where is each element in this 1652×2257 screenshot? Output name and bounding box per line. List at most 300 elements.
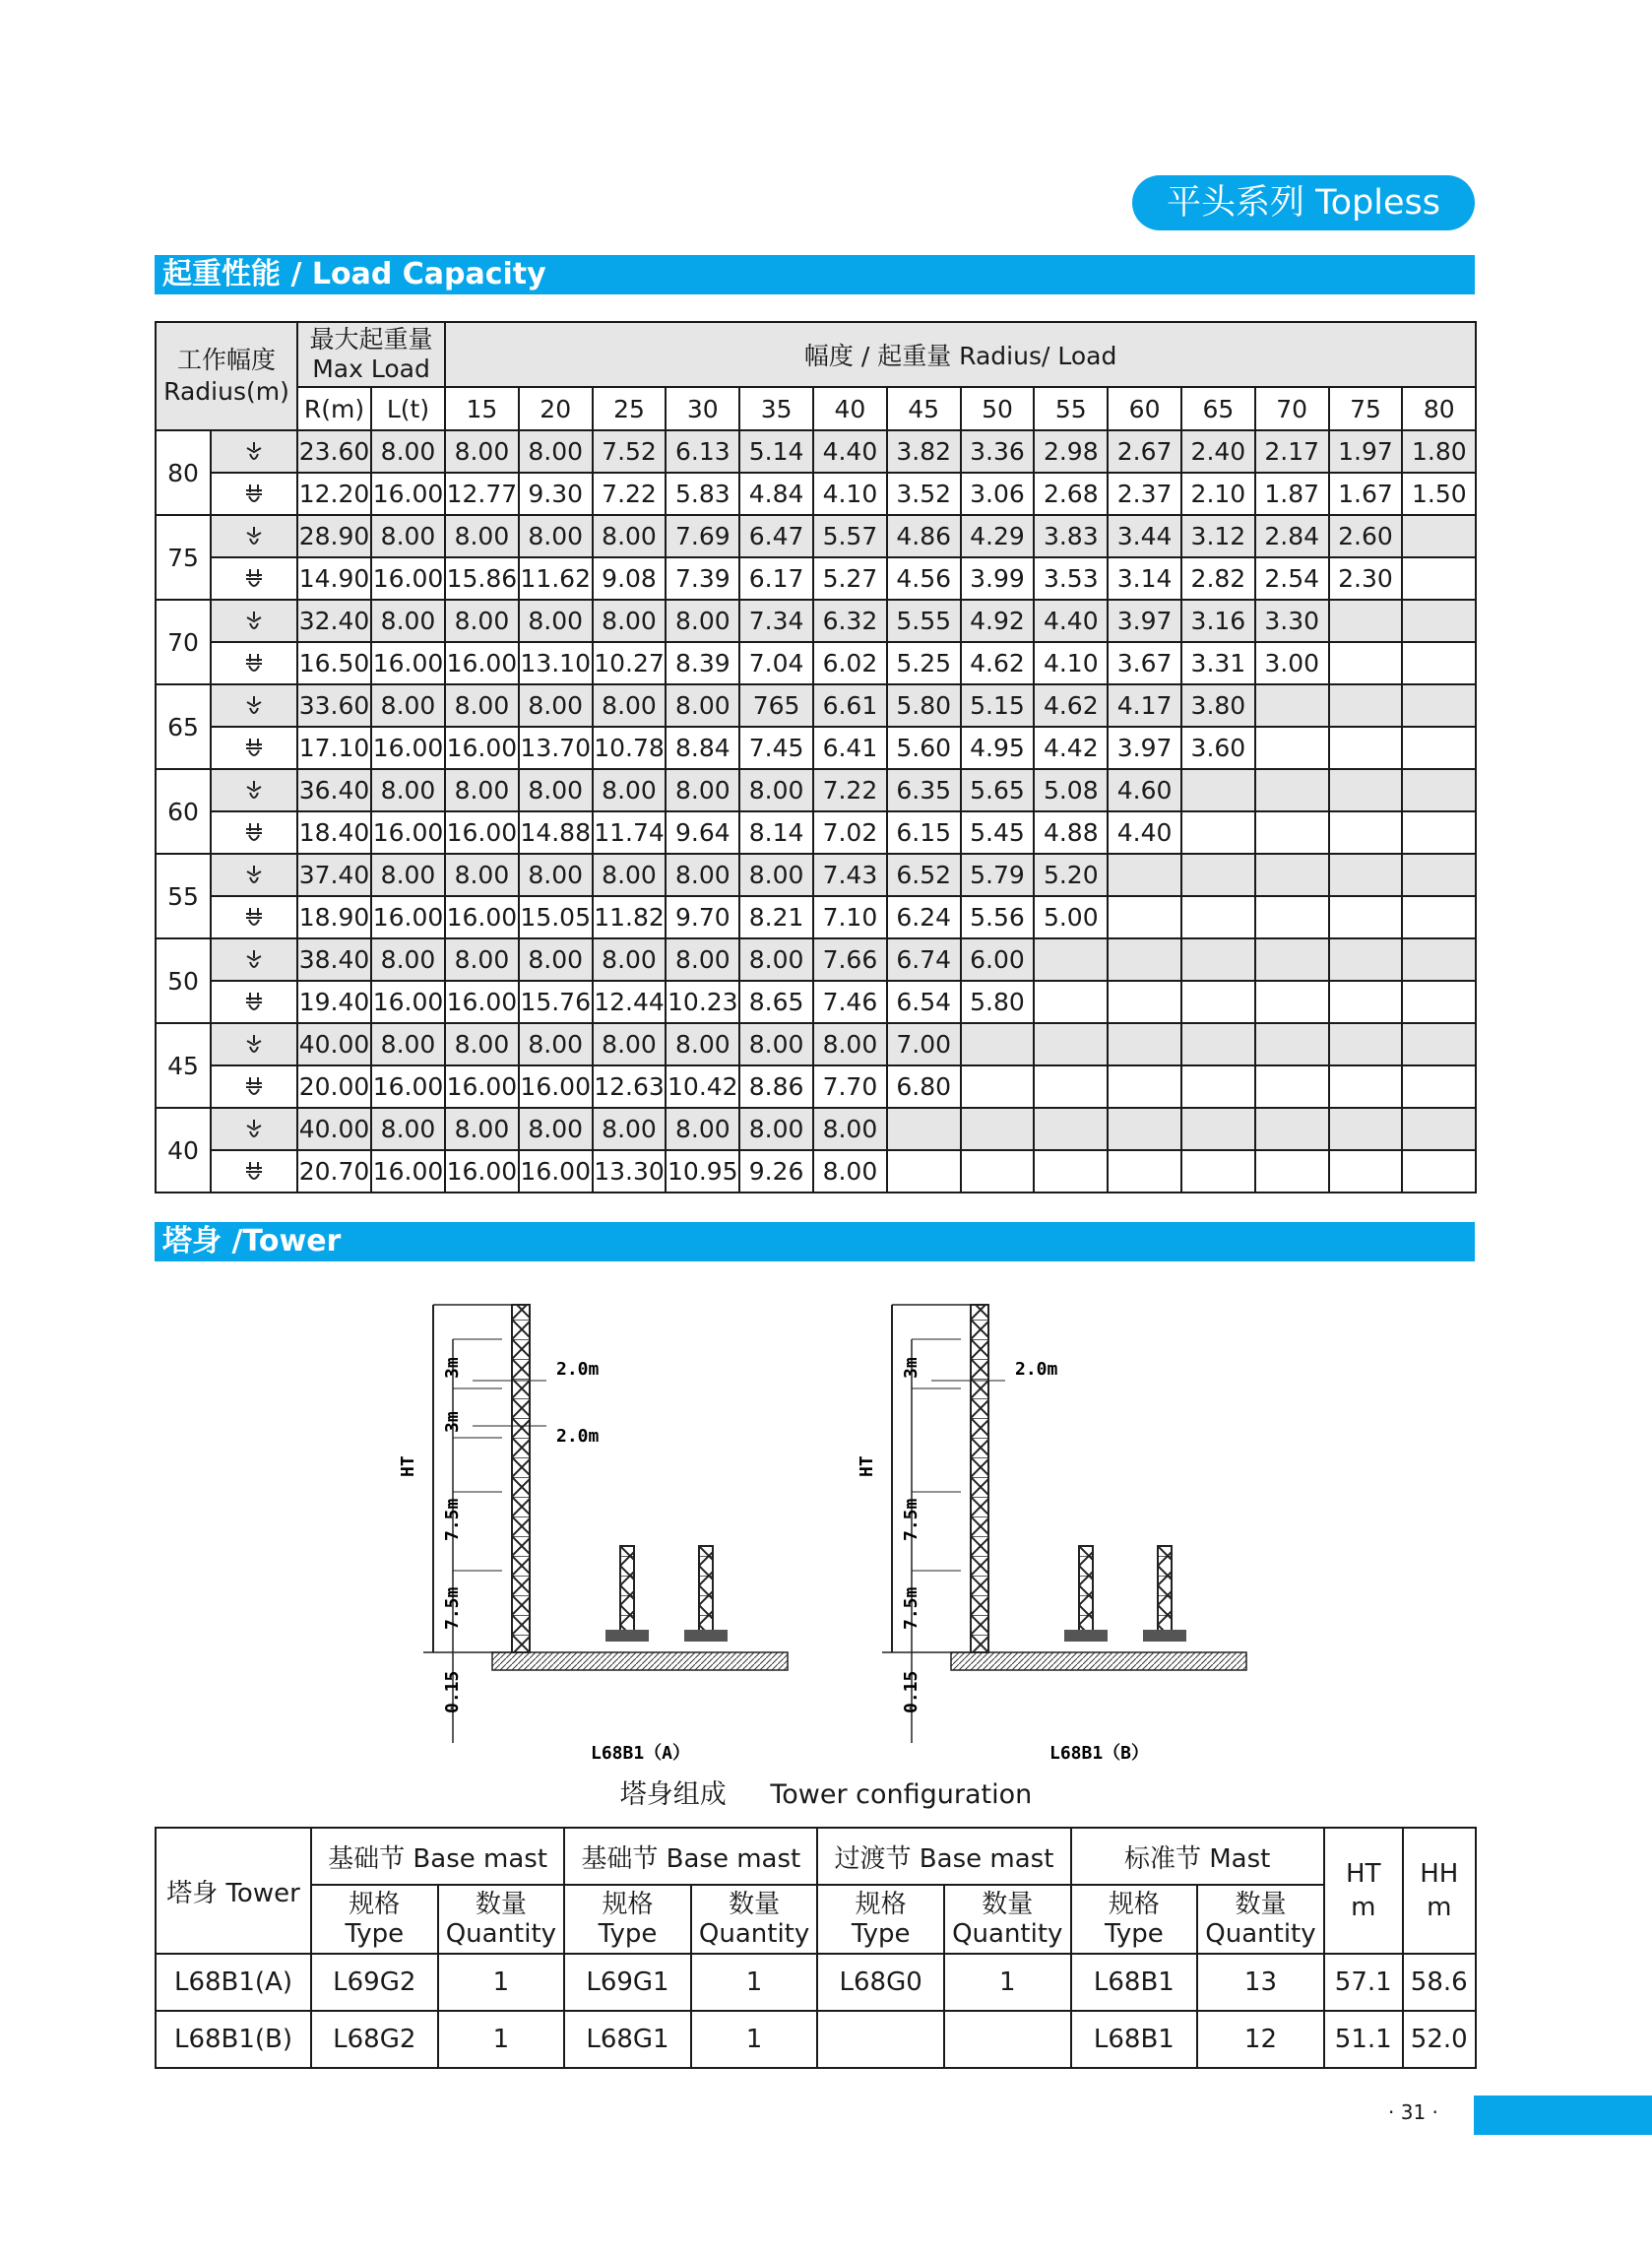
- load-value-cell: 8.00: [739, 938, 813, 981]
- two-fall-hook-icon: [241, 694, 267, 720]
- load-value-cell: 8.00: [519, 600, 593, 642]
- load-value-cell: 6.15: [887, 811, 961, 854]
- load-value-cell: [1181, 769, 1255, 811]
- type-header-cn: 规格: [602, 1890, 654, 1919]
- load-value-cell: 8.00: [445, 938, 519, 981]
- load-value-cell: 4.17: [1108, 684, 1181, 727]
- load-value-cell: 14.88: [519, 811, 593, 854]
- load-value-cell: 15.05: [519, 896, 593, 938]
- quantity-header: [691, 1885, 818, 1954]
- four-fall-hook-icon-cell: [211, 1065, 297, 1108]
- load-value-cell: 8.65: [739, 981, 813, 1023]
- radius-col-header: 80: [1402, 387, 1476, 430]
- load-value-cell: 16.00: [445, 981, 519, 1023]
- load-value-cell: 2.84: [1255, 515, 1329, 557]
- two-fall-hook-icon-cell: [211, 684, 297, 727]
- load-value-cell: 5.27: [813, 557, 887, 600]
- load-value-cell: 6.17: [739, 557, 813, 600]
- load-value-cell: 6.47: [739, 515, 813, 557]
- load-value-cell: 5.80: [887, 684, 961, 727]
- base-mast-header-1: 基础节 Base mast: [311, 1828, 564, 1885]
- load-value-cell: 3.36: [961, 430, 1035, 473]
- load-value-cell: [1329, 938, 1403, 981]
- load-value-cell: 7.43: [813, 854, 887, 896]
- quantity-header-cn: 数量: [729, 1890, 781, 1919]
- load-value-cell: [1108, 981, 1181, 1023]
- load-value-cell: [1255, 811, 1329, 854]
- two-fall-hook-icon: [241, 610, 267, 635]
- load-value-cell: [1402, 1023, 1476, 1065]
- load-value-cell: [1108, 1065, 1181, 1108]
- max-load-header-en: Max Load: [312, 355, 430, 383]
- load-value-cell: 8.00: [519, 515, 593, 557]
- load-value-cell: 6.02: [813, 642, 887, 684]
- radius-header-en: Radius(m): [163, 377, 289, 406]
- load-value-cell: 4.88: [1034, 811, 1108, 854]
- diagram-b-width1: 2.0m: [1015, 1359, 1058, 1380]
- load-value-cell: 2.54: [1255, 557, 1329, 600]
- load-value-cell: 8.00: [593, 769, 667, 811]
- load-value-cell: [1402, 811, 1476, 854]
- load-value-cell: 8.00: [519, 684, 593, 727]
- radius-col-header: 65: [1181, 387, 1255, 430]
- load-value-cell: [1402, 600, 1476, 642]
- max-radius-cell: 38.40: [297, 938, 371, 981]
- load-value-cell: 6.35: [887, 769, 961, 811]
- load-value-cell: [1255, 684, 1329, 727]
- type-header: [311, 1885, 438, 1954]
- load-value-cell: 4.60: [1108, 769, 1181, 811]
- radius-col-header: 70: [1255, 387, 1329, 430]
- load-value-cell: 5.65: [961, 769, 1035, 811]
- diagram-a-dim2: 3m: [442, 1411, 463, 1433]
- diagram-a-label: L68B1（A）: [591, 1743, 691, 1764]
- load-value-cell: [1108, 1150, 1181, 1193]
- base-mast-header-2: 基础节 Base mast: [564, 1828, 817, 1885]
- load-value-cell: 8.00: [519, 854, 593, 896]
- two-fall-hook-icon: [241, 864, 267, 889]
- load-value-cell: [1255, 1023, 1329, 1065]
- type-header-en: Type: [345, 1919, 405, 1949]
- four-fall-hook-icon: [241, 737, 267, 762]
- max-load-cell: 16.00: [371, 473, 445, 515]
- load-value-cell: [1402, 981, 1476, 1023]
- load-value-cell: 5.56: [961, 896, 1035, 938]
- load-value-cell: 4.95: [961, 727, 1035, 769]
- load-value-cell: 10.95: [666, 1150, 739, 1193]
- tower-cell-b2t: L69G1: [564, 1954, 691, 2011]
- jib-length-cell: 80: [156, 430, 211, 515]
- jib-length-cell: 50: [156, 938, 211, 1023]
- radius-col-header: 60: [1108, 387, 1181, 430]
- load-value-cell: 6.41: [813, 727, 887, 769]
- load-value-cell: [1181, 1150, 1255, 1193]
- load-value-cell: 3.99: [961, 557, 1035, 600]
- quantity-header-cn: 数量: [982, 1890, 1034, 1919]
- four-fall-hook-icon-cell: [211, 896, 297, 938]
- quantity-header-en: Quantity: [445, 1919, 557, 1949]
- load-value-cell: [961, 1023, 1035, 1065]
- load-value-cell: 7.45: [739, 727, 813, 769]
- diagram-a: [398, 1305, 788, 1764]
- max-radius-cell: 33.60: [297, 684, 371, 727]
- load-value-cell: 4.62: [1034, 684, 1108, 727]
- jib-length-cell: 45: [156, 1023, 211, 1108]
- tower-cell-b2q: 1: [691, 2011, 818, 2068]
- load-value-cell: 8.00: [519, 1108, 593, 1150]
- load-value-cell: 8.00: [813, 1150, 887, 1193]
- load-value-cell: 4.92: [961, 600, 1035, 642]
- load-value-cell: [1329, 1108, 1403, 1150]
- load-value-cell: 5.14: [739, 430, 813, 473]
- load-value-cell: 3.12: [1181, 515, 1255, 557]
- load-value-cell: 12.63: [593, 1065, 667, 1108]
- max-radius-cell: 16.50: [297, 642, 371, 684]
- tower-cell-tower: L68B1(B): [156, 2011, 311, 2068]
- type-header-cn: 规格: [855, 1890, 907, 1919]
- load-value-cell: 8.00: [739, 1023, 813, 1065]
- tower-section-title: 塔身 /Tower: [155, 1222, 1475, 1261]
- load-value-cell: 6.00: [961, 938, 1035, 981]
- ht-header-unit: m: [1351, 1893, 1376, 1922]
- load-value-cell: [1402, 1065, 1476, 1108]
- load-value-cell: [961, 1065, 1035, 1108]
- load-value-cell: [1402, 769, 1476, 811]
- type-header-cn: 规格: [1108, 1890, 1160, 1919]
- four-fall-hook-icon: [241, 567, 267, 593]
- tower-cell-tt: L68G0: [817, 1954, 944, 2011]
- load-value-cell: 4.29: [961, 515, 1035, 557]
- diagram-b-dim3: 7.5m: [901, 1498, 921, 1541]
- hh-header: [1403, 1828, 1476, 1954]
- load-value-cell: 3.14: [1108, 557, 1181, 600]
- tower-cell-st: L68B1: [1071, 1954, 1198, 2011]
- type-header: [1071, 1885, 1198, 1954]
- radius-col-header: 25: [593, 387, 667, 430]
- load-value-cell: 3.53: [1034, 557, 1108, 600]
- load-value-cell: [1402, 1150, 1476, 1193]
- ht-header: [1324, 1828, 1403, 1954]
- load-value-cell: 9.26: [739, 1150, 813, 1193]
- load-value-cell: 3.67: [1108, 642, 1181, 684]
- load-value-cell: [961, 1108, 1035, 1150]
- load-value-cell: 8.00: [666, 600, 739, 642]
- load-value-cell: 4.10: [813, 473, 887, 515]
- load-value-cell: 8.00: [519, 430, 593, 473]
- load-value-cell: 3.82: [887, 430, 961, 473]
- load-value-cell: 5.00: [1034, 896, 1108, 938]
- load-value-cell: 1.80: [1402, 430, 1476, 473]
- load-value-cell: 13.30: [593, 1150, 667, 1193]
- load-value-cell: 6.32: [813, 600, 887, 642]
- load-capacity-table: [155, 321, 1477, 1193]
- load-value-cell: 7.52: [593, 430, 667, 473]
- radius-load-header: 幅度 / 起重量 Radius/ Load: [445, 322, 1476, 387]
- load-value-cell: [1329, 769, 1403, 811]
- max-radius-cell: 40.00: [297, 1108, 371, 1150]
- max-radius-cell: 14.90: [297, 557, 371, 600]
- radius-header-cn: 工作幅度: [176, 346, 276, 374]
- load-value-cell: 6.52: [887, 854, 961, 896]
- load-value-cell: 8.00: [813, 1023, 887, 1065]
- radius-col-header: 55: [1034, 387, 1108, 430]
- load-value-cell: 8.00: [519, 938, 593, 981]
- load-value-cell: 6.24: [887, 896, 961, 938]
- load-row: [156, 811, 1476, 854]
- type-header-en: Type: [1105, 1919, 1164, 1949]
- load-value-cell: [1402, 1108, 1476, 1150]
- two-fall-hook-icon: [241, 1033, 267, 1059]
- two-fall-hook-icon-cell: [211, 1108, 297, 1150]
- load-value-cell: 8.00: [445, 1023, 519, 1065]
- max-load-cell: 8.00: [371, 769, 445, 811]
- type-header: [564, 1885, 691, 1954]
- load-value-cell: 13.70: [519, 727, 593, 769]
- max-radius-cell: 32.40: [297, 600, 371, 642]
- load-row: [156, 1065, 1476, 1108]
- load-value-cell: [1402, 896, 1476, 938]
- max-radius-cell: 36.40: [297, 769, 371, 811]
- load-row: [156, 430, 1476, 473]
- load-value-cell: 11.74: [593, 811, 667, 854]
- two-fall-hook-icon-cell: [211, 515, 297, 557]
- tower-configuration-table: [155, 1827, 1477, 2069]
- tower-cell-b1q: 1: [438, 1954, 565, 2011]
- load-value-cell: 7.46: [813, 981, 887, 1023]
- load-value-cell: 7.10: [813, 896, 887, 938]
- load-value-cell: 2.37: [1108, 473, 1181, 515]
- load-value-cell: 8.00: [739, 1108, 813, 1150]
- load-value-cell: 8.00: [739, 769, 813, 811]
- load-row: [156, 727, 1476, 769]
- type-header-en: Type: [851, 1919, 911, 1949]
- load-value-cell: 8.00: [445, 600, 519, 642]
- four-fall-hook-icon: [241, 821, 267, 847]
- tower-cell-ht: 51.1: [1324, 2011, 1403, 2068]
- tower-cell-b2q: 1: [691, 1954, 818, 2011]
- max-load-header-cn: 最大起重量: [309, 325, 433, 354]
- load-value-cell: 16.00: [445, 896, 519, 938]
- load-value-cell: 16.00: [445, 1065, 519, 1108]
- quantity-header-en: Quantity: [698, 1919, 810, 1949]
- tower-configuration-diagram: [394, 1280, 1280, 1792]
- load-value-cell: 9.70: [666, 896, 739, 938]
- load-value-cell: [1255, 1150, 1329, 1193]
- diagram-caption-en: Tower configuration: [770, 1779, 1033, 1810]
- load-value-cell: 8.00: [519, 1023, 593, 1065]
- four-fall-hook-icon: [241, 991, 267, 1016]
- load-value-cell: 6.74: [887, 938, 961, 981]
- load-value-cell: [1181, 896, 1255, 938]
- max-load-cell: 16.00: [371, 727, 445, 769]
- load-value-cell: [1329, 811, 1403, 854]
- jib-length-cell: 65: [156, 684, 211, 769]
- jib-length-cell: 75: [156, 515, 211, 600]
- load-value-cell: 2.60: [1329, 515, 1403, 557]
- four-fall-hook-icon-cell: [211, 811, 297, 854]
- load-value-cell: [1402, 727, 1476, 769]
- load-row: [156, 938, 1476, 981]
- load-value-cell: [1181, 1065, 1255, 1108]
- load-value-cell: 8.00: [445, 769, 519, 811]
- load-value-cell: 2.82: [1181, 557, 1255, 600]
- load-value-cell: 3.00: [1255, 642, 1329, 684]
- diagram-a-dim1: 3m: [442, 1357, 463, 1379]
- load-value-cell: 8.14: [739, 811, 813, 854]
- load-value-cell: 9.08: [593, 557, 667, 600]
- load-value-cell: [1329, 981, 1403, 1023]
- load-value-cell: 7.02: [813, 811, 887, 854]
- four-fall-hook-icon: [241, 906, 267, 932]
- load-value-cell: 1.87: [1255, 473, 1329, 515]
- transition-mast-header: 过渡节 Base mast: [817, 1828, 1070, 1885]
- load-value-cell: [1402, 854, 1476, 896]
- load-value-cell: [1329, 896, 1403, 938]
- radius-col-header: 15: [445, 387, 519, 430]
- series-badge: 平头系列 Topless: [1132, 175, 1475, 230]
- max-load-cell: 8.00: [371, 1023, 445, 1065]
- max-radius-cell: 40.00: [297, 1023, 371, 1065]
- load-value-cell: 4.86: [887, 515, 961, 557]
- load-value-cell: 8.00: [666, 684, 739, 727]
- load-value-cell: [1108, 1023, 1181, 1065]
- max-load-cell: 16.00: [371, 1150, 445, 1193]
- load-value-cell: [1255, 727, 1329, 769]
- four-fall-hook-icon-cell: [211, 473, 297, 515]
- load-value-cell: 11.62: [519, 557, 593, 600]
- jib-length-cell: 70: [156, 600, 211, 684]
- max-load-cell: 8.00: [371, 1108, 445, 1150]
- diagram-a-width2: 2.0m: [556, 1426, 600, 1447]
- load-value-cell: 16.00: [445, 1150, 519, 1193]
- quantity-header-cn: 数量: [475, 1890, 527, 1919]
- load-value-cell: [1255, 896, 1329, 938]
- load-value-cell: 8.00: [593, 515, 667, 557]
- load-row: [156, 854, 1476, 896]
- load-value-cell: 2.98: [1034, 430, 1108, 473]
- tower-row: [156, 2011, 1476, 2068]
- four-fall-hook-icon-cell: [211, 727, 297, 769]
- quantity-header-cn: 数量: [1235, 1890, 1287, 1919]
- tower-cell-tower: L68B1(A): [156, 1954, 311, 2011]
- four-fall-hook-icon: [241, 1075, 267, 1101]
- load-value-cell: [1034, 1023, 1108, 1065]
- load-value-cell: 8.00: [593, 1108, 667, 1150]
- two-fall-hook-icon-cell: [211, 938, 297, 981]
- tower-header: 塔身 Tower: [156, 1828, 311, 1954]
- load-row: [156, 981, 1476, 1023]
- tower-cell-b2t: L68G1: [564, 2011, 691, 2068]
- max-load-cell: 16.00: [371, 896, 445, 938]
- diagram-b-dim4: 7.5m: [901, 1586, 921, 1630]
- radius-col-header: 50: [961, 387, 1035, 430]
- load-value-cell: [1402, 557, 1476, 600]
- two-fall-hook-icon-cell: [211, 1023, 297, 1065]
- max-load-header: [297, 322, 445, 387]
- load-value-cell: 4.40: [1108, 811, 1181, 854]
- type-header-cn: 规格: [349, 1890, 401, 1919]
- load-capacity-section-title: 起重性能 / Load Capacity: [155, 255, 1475, 294]
- diagram-caption: [0, 1773, 1652, 1811]
- four-fall-hook-icon: [241, 483, 267, 508]
- load-value-cell: [887, 1150, 961, 1193]
- load-value-cell: 4.56: [887, 557, 961, 600]
- load-value-cell: 4.40: [1034, 600, 1108, 642]
- load-value-cell: 2.40: [1181, 430, 1255, 473]
- tower-cell-sq: 12: [1197, 2011, 1324, 2068]
- load-value-cell: [1108, 854, 1181, 896]
- load-value-cell: 2.17: [1255, 430, 1329, 473]
- load-value-cell: 5.25: [887, 642, 961, 684]
- load-value-cell: 5.57: [813, 515, 887, 557]
- load-value-cell: [1108, 896, 1181, 938]
- load-value-cell: [1402, 938, 1476, 981]
- radius-col-header: 30: [666, 387, 739, 430]
- hh-header-unit: m: [1427, 1893, 1452, 1922]
- radius-col-header: 75: [1329, 387, 1403, 430]
- diagram-b-label: L68B1（B）: [1049, 1743, 1150, 1764]
- load-row: [156, 684, 1476, 727]
- load-value-cell: 12.77: [445, 473, 519, 515]
- max-load-cell: 16.00: [371, 811, 445, 854]
- max-load-cell: 16.00: [371, 981, 445, 1023]
- load-value-cell: 5.45: [961, 811, 1035, 854]
- load-value-cell: [1329, 854, 1403, 896]
- load-value-cell: [961, 1150, 1035, 1193]
- max-load-cell: 16.00: [371, 642, 445, 684]
- load-value-cell: [1181, 854, 1255, 896]
- load-value-cell: 7.04: [739, 642, 813, 684]
- load-value-cell: 2.10: [1181, 473, 1255, 515]
- load-value-cell: 6.54: [887, 981, 961, 1023]
- quantity-header-en: Quantity: [952, 1919, 1063, 1949]
- load-value-cell: 15.86: [445, 557, 519, 600]
- tower-cell-st: L68B1: [1071, 2011, 1198, 2068]
- load-value-cell: 2.68: [1034, 473, 1108, 515]
- load-value-cell: 3.44: [1108, 515, 1181, 557]
- load-value-cell: [1255, 981, 1329, 1023]
- load-row: [156, 515, 1476, 557]
- load-row: [156, 473, 1476, 515]
- max-radius-cell: 18.90: [297, 896, 371, 938]
- four-fall-hook-icon-cell: [211, 642, 297, 684]
- corner-accent-bar: [1474, 2096, 1652, 2135]
- two-fall-hook-icon: [241, 779, 267, 805]
- load-value-cell: 8.00: [666, 854, 739, 896]
- load-value-cell: 16.00: [445, 642, 519, 684]
- load-value-cell: 3.30: [1255, 600, 1329, 642]
- load-value-cell: [1108, 1108, 1181, 1150]
- load-value-cell: [1329, 1150, 1403, 1193]
- load-value-cell: [1255, 1108, 1329, 1150]
- two-fall-hook-icon-cell: [211, 854, 297, 896]
- load-value-cell: [1329, 1065, 1403, 1108]
- load-value-cell: 13.10: [519, 642, 593, 684]
- diagram-caption-cn: 塔身组成: [619, 1779, 727, 1810]
- load-value-cell: 4.40: [813, 430, 887, 473]
- load-value-cell: [1034, 1065, 1108, 1108]
- tower-cell-b1q: 1: [438, 2011, 565, 2068]
- load-value-cell: 7.66: [813, 938, 887, 981]
- load-row: [156, 1023, 1476, 1065]
- load-value-cell: [1329, 600, 1403, 642]
- load-value-cell: 1.67: [1329, 473, 1403, 515]
- load-value-cell: 5.08: [1034, 769, 1108, 811]
- load-value-cell: 3.83: [1034, 515, 1108, 557]
- load-value-cell: 765: [739, 684, 813, 727]
- diagram-a-ht: HT: [398, 1455, 418, 1477]
- two-fall-hook-icon: [241, 1118, 267, 1143]
